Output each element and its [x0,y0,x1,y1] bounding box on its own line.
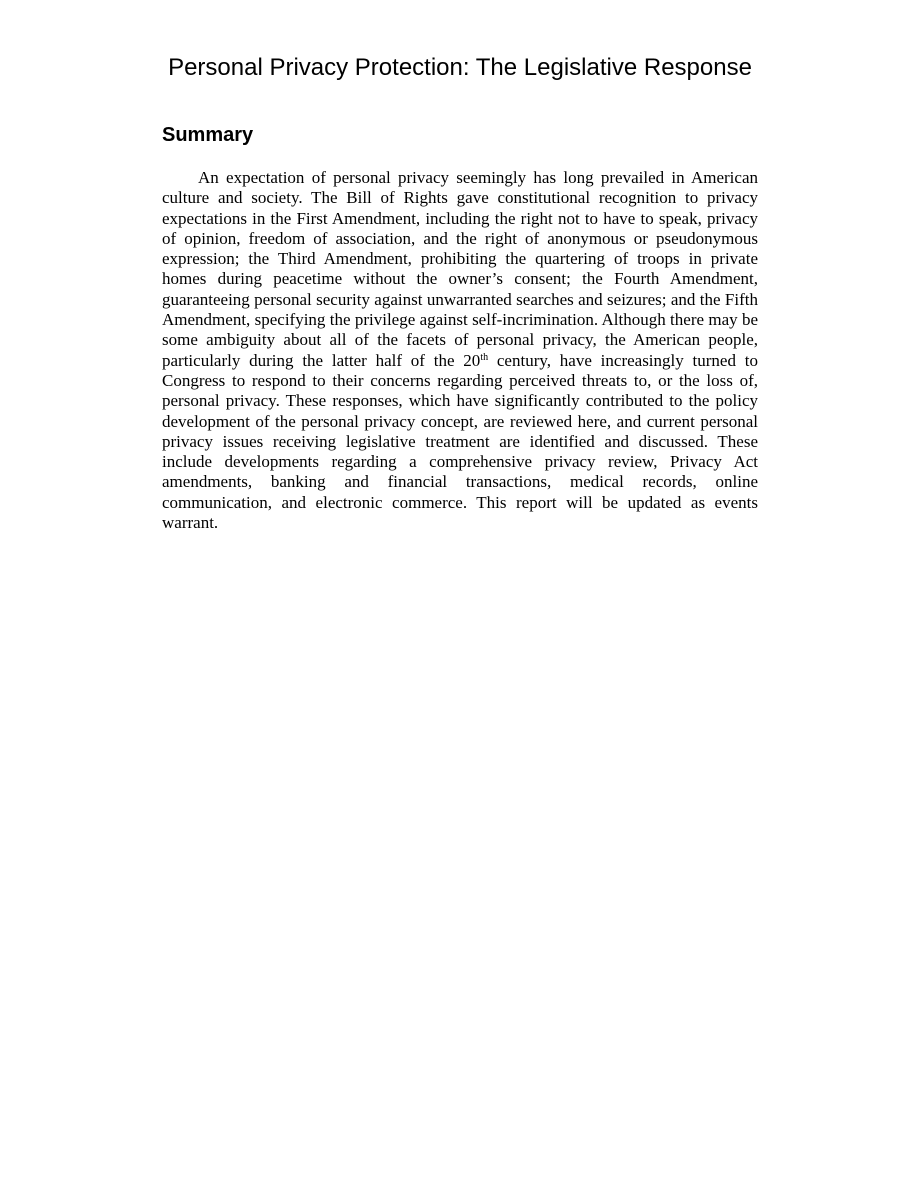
summary-text-part-1: An expectation of personal privacy seemingly has long prevailed in American culture and society. The Bill of Rights gave constitutional recognition to privacy expectations in the First Amendment, including the right not to have to speak, privacy of opinion, freedom of association, and the right of anonymous or pseudonymous expression; the Third Amendment, prohibiting the quartering of troops in private homes during peacetime without the owner’s consent; the Fourth Amendment, guaranteeing personal security against unwarranted searches and seizures; and the Fifth Amendment, specifying the privilege against self-incrimination. Although there may be some ambiguity about all of the facets of personal privacy, the American people, particularly during the latter half of the 20 [162,168,758,370]
ordinal-superscript: th [480,351,489,363]
summary-heading: Summary [162,124,254,146]
summary-paragraph [162,168,758,533]
document-title: Personal Privacy Protection: The Legislative Response [168,54,752,81]
summary-text-part-2: century, have increasingly turned to Congress to respond to their concerns regarding perceived threats to, or the loss of, personal privacy. These responses, which have significantly contributed to the policy development of the personal privacy concept, are reviewed here, and current personal privacy issues receiving legislative treatment are identified and discussed. These include developments regarding a comprehensive privacy review, Privacy Act amendments, banking and financial transactions, medical records, online communication, and electronic commerce. This report will be updated as events warrant. [162,350,758,533]
